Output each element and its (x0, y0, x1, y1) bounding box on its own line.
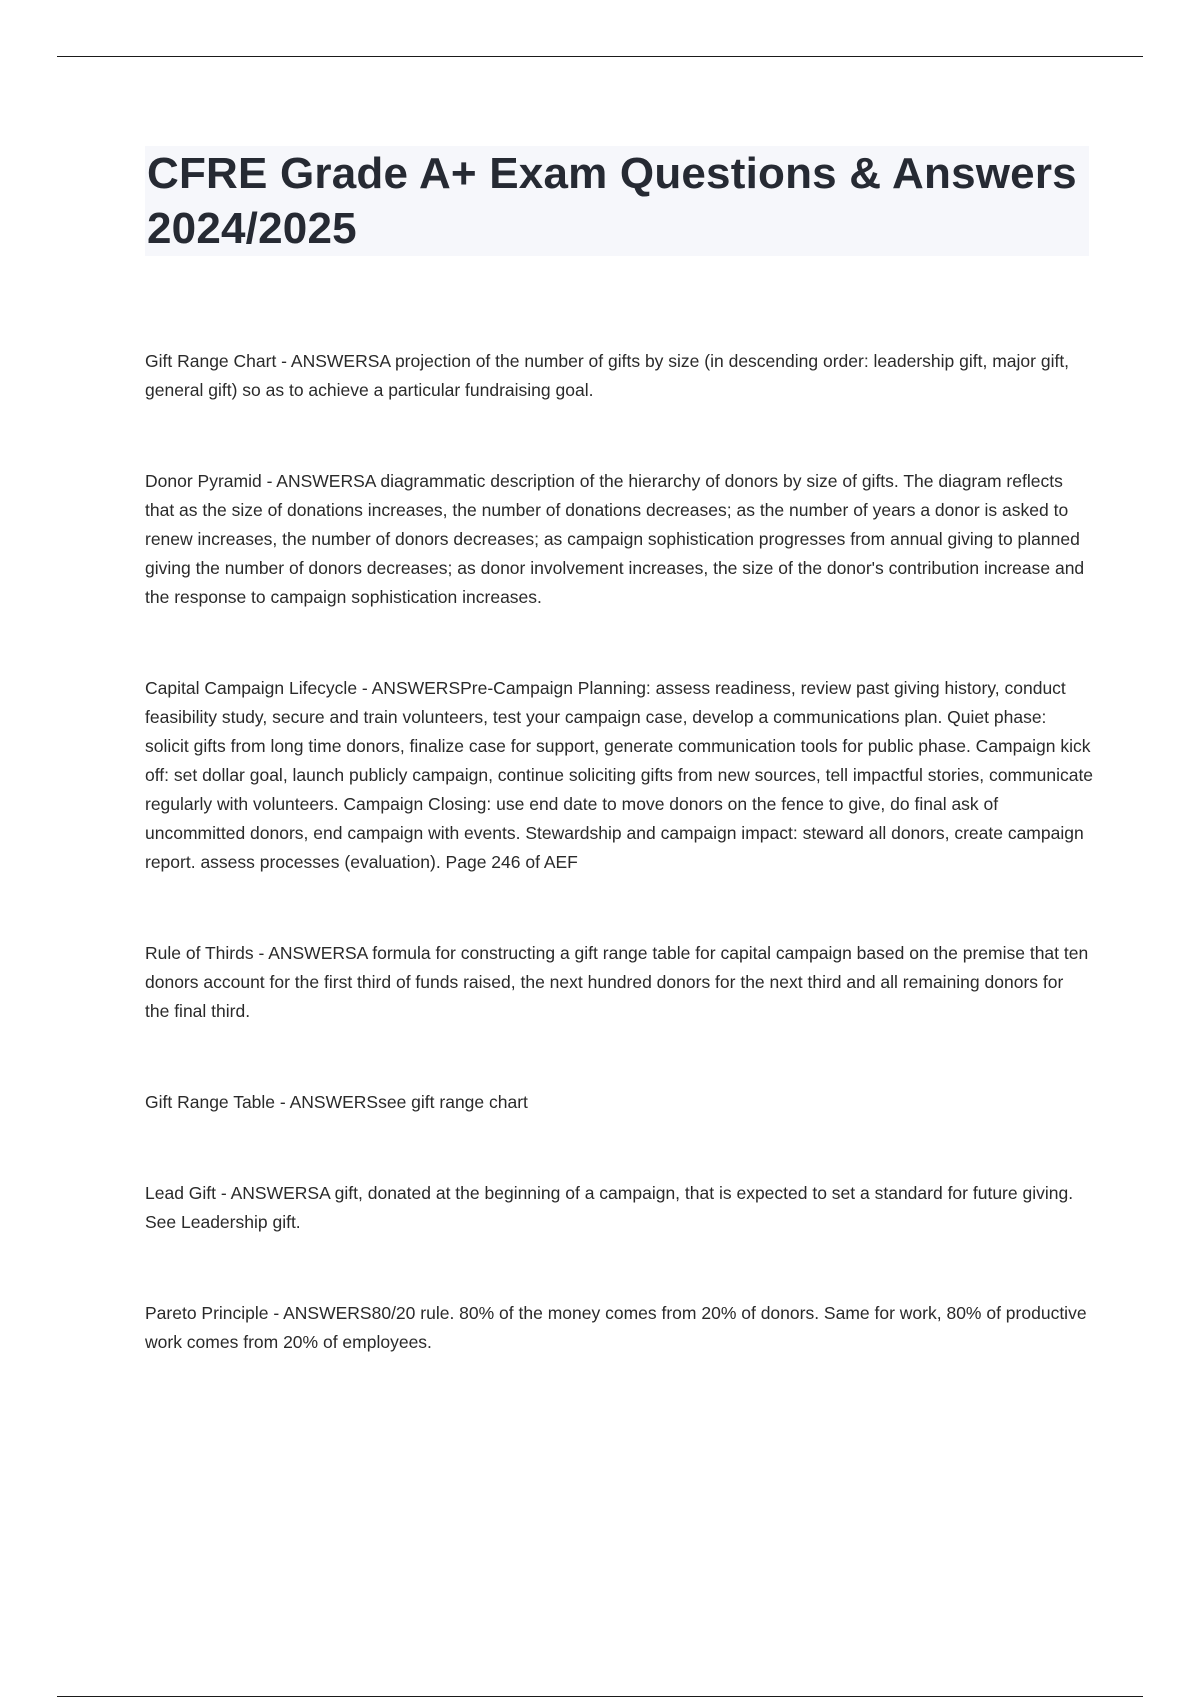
top-rule (57, 56, 1143, 57)
entry-capital-campaign-lifecycle: Capital Campaign Lifecycle - ANSWERSPre-Campaign Planning: assess readiness, review past giving history, conduct feasibility study, secure and train volunteers, test your campaign case, develop a communications plan. Quiet phase: solicit gifts from long time donors, finalize case for support, generate communication tools for public phase. Campaign kick off: set dollar goal, launch publicly campaign, continue soliciting gifts from new sources, tell impactful stories, communicate regularly with volunteers. Campaign Closing: use end date to move donors on the fence to give, do final ask of uncommitted donors, end campaign with events. Stewardship and campaign impact: steward all donors, create campaign report. assess processes (evaluation). Page 246 of AEF (145, 678, 1094, 872)
entry-rule-of-thirds: Rule of Thirds - ANSWERSA formula for constructing a gift range table for capital campaign based on the premise that ten donors account for the first third of funds raised, the next hundred donors for the next third and all remaining donors for the final third. (145, 943, 1089, 1021)
entry-gift-range-table: Gift Range Table - ANSWERSsee gift range chart (145, 1092, 528, 1112)
page-title: CFRE Grade A+ Exam Questions & Answers 2024/2025 (147, 149, 1077, 253)
entry-list (145, 347, 1095, 1357)
bottom-rule (57, 1696, 1143, 1697)
entry-donor-pyramid: Donor Pyramid - ANSWERSA diagrammatic description of the hierarchy of donors by size of gifts. The diagram reflects that as the size of donations increases, the number of donations decreases; as the number of years a donor is asked to renew increases, the number of donors decreases; as campaign sophistication progresses from annual giving to planned giving the number of donors decreases; as donor involvement increases, the size of the donor's contribution increase and the response to campaign sophistication increases. (145, 471, 1085, 607)
entry-gift-range-chart: Gift Range Chart - ANSWERSA projection of the number of gifts by size (in descending order: leadership gift, major gift, general gift) so as to achieve a particular fundraising goal. (145, 351, 1070, 400)
title-block (145, 146, 1089, 256)
entry-lead-gift: Lead Gift - ANSWERSA gift, donated at the beginning of a campaign, that is expected to set a standard for future giving. See Leadership gift. (145, 1183, 1074, 1232)
entry-pareto-principle: Pareto Principle - ANSWERS80/20 rule. 80% of the money comes from 20% of donors. Same for work, 80% of productive work comes from 20% of employees. (145, 1303, 1087, 1352)
